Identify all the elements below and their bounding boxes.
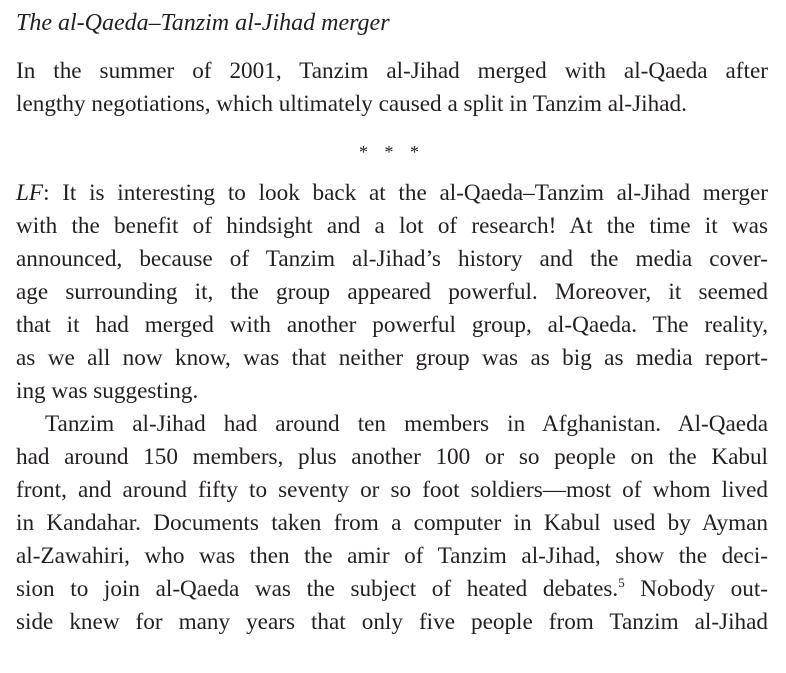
paragraph-line: as we all now know, was that neither group was as big as media report- bbox=[16, 345, 768, 371]
paragraph-line: side knew for many years that only five people from Tanzim al-Jihad bbox=[16, 609, 768, 635]
paragraph-line: Tanzim al-Jihad had around ten members in Afghanistan. Al-Qaeda bbox=[45, 411, 768, 437]
paragraph-line: that it had merged with another powerful group, al-Qaeda. The reality, bbox=[16, 312, 768, 338]
paragraph-line: had around 150 members, plus another 100 or so people on the Kabul bbox=[16, 444, 768, 470]
speaker-initials: LF bbox=[16, 180, 44, 206]
intro-paragraph bbox=[16, 55, 768, 121]
paragraph-line bbox=[16, 177, 768, 210]
paragraph-line: age surrounding it, the group appeared powerful. Moreover, it seemed bbox=[16, 279, 768, 305]
paragraph-text: Nobody out- bbox=[624, 576, 768, 602]
paragraph-counts bbox=[16, 408, 768, 639]
section-heading: The al-Qaeda–Tanzim al-Jihad merger bbox=[16, 10, 390, 36]
paragraph-line: al-Zawahiri, who was then the amir of Tanzim al-Jihad, show the deci- bbox=[16, 543, 768, 569]
paragraph-text: : It is interesting to look back at the al-Qaeda–Tanzim al-Jihad merger bbox=[43, 180, 768, 206]
paragraph-line: with the benefit of hindsight and a lot of research! At the time it was bbox=[16, 213, 768, 239]
intro-line: In the summer of 2001, Tanzim al-Jihad merged with al-Qaeda after bbox=[16, 58, 768, 84]
paragraph-line bbox=[16, 573, 768, 606]
paragraph-text: sion to join al-Qaeda was the subject of heated debates. bbox=[16, 576, 619, 602]
paragraph-line: front, and around fifty to seventy or so foot soldiers—most of whom lived bbox=[16, 477, 768, 503]
paragraph-lf bbox=[16, 177, 768, 408]
paragraph-line: announced, because of Tanzim al-Jihad’s history and the media cover- bbox=[16, 246, 768, 272]
footnote-reference[interactable]: 5 bbox=[618, 575, 625, 590]
paragraph-line: ing was suggesting. bbox=[16, 378, 199, 404]
book-page bbox=[16, 6, 768, 639]
paragraph-line: in Kandahar. Documents taken from a computer in Kabul used by Ayman bbox=[16, 510, 768, 536]
section-break: * * * bbox=[359, 142, 425, 162]
intro-line: lengthy negotiations, which ultimately caused a split in Tanzim al-Jihad. bbox=[16, 91, 687, 117]
